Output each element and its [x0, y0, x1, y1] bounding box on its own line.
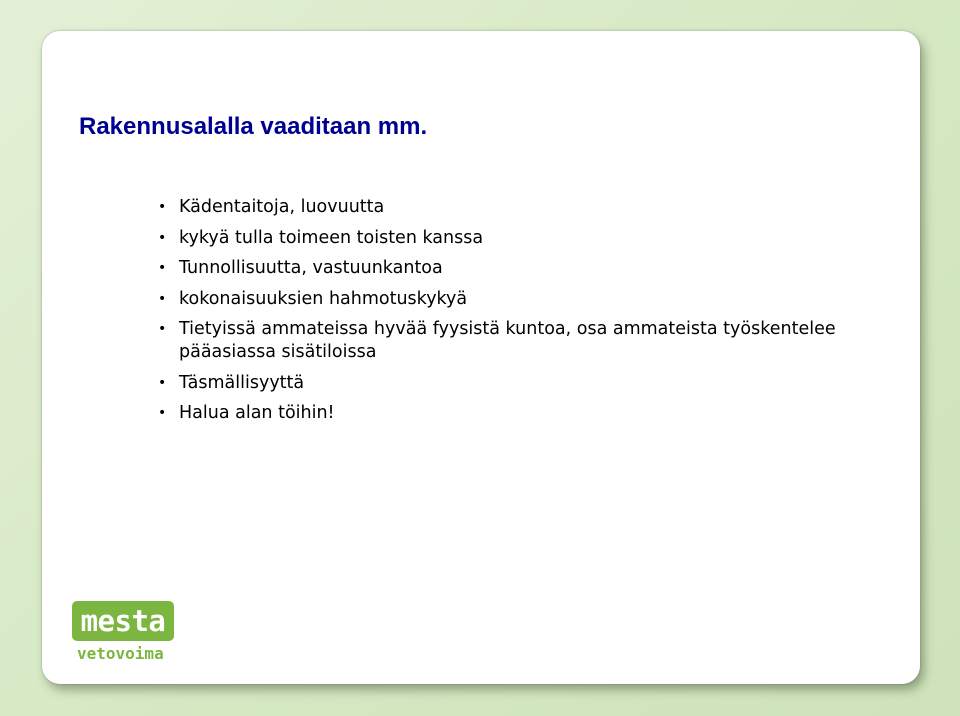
- bullet-text: Kädentaitoja, luovuutta: [179, 197, 385, 217]
- bullet-text: kykyä tulla toimeen toisten kanssa: [179, 227, 484, 248]
- bullet-text: kokonaisuuksien hahmotuskykyä: [179, 288, 468, 309]
- bullet-item: [158, 288, 898, 311]
- logo-main-text: mesta: [72, 601, 174, 641]
- bullet-dot-icon: •: [158, 229, 167, 246]
- slide: [42, 31, 920, 684]
- bullet-dot-icon: •: [158, 260, 167, 276]
- bullet-text: Tietyissä ammateissa hyvää fyysistä kuntoa, osa ammateista työskentelee pääasiassa sisätiloissa: [179, 319, 836, 362]
- bullet-item: [158, 257, 898, 280]
- logo-sub-text: vetovoima: [77, 644, 164, 663]
- bullet-dot-icon: •: [158, 290, 167, 307]
- mesta-logo: [72, 601, 176, 664]
- bullet-text: Halua alan töihin!: [179, 403, 335, 423]
- bullet-item: [158, 318, 898, 364]
- bullet-dot-icon: •: [158, 374, 167, 391]
- slide-title: Rakennusalalla vaaditaan mm.: [79, 113, 428, 140]
- bullet-item: [158, 402, 898, 425]
- bullet-item: [158, 372, 898, 395]
- bullet-item: [158, 227, 898, 250]
- bullet-text: Täsmällisyyttä: [179, 372, 305, 393]
- bullet-list: [158, 196, 898, 433]
- bullet-dot-icon: •: [158, 321, 167, 337]
- bullet-text: Tunnollisuutta, vastuunkantoa: [179, 258, 443, 278]
- bullet-dot-icon: •: [158, 199, 167, 215]
- bullet-item: [158, 196, 898, 219]
- bullet-dot-icon: •: [158, 405, 167, 421]
